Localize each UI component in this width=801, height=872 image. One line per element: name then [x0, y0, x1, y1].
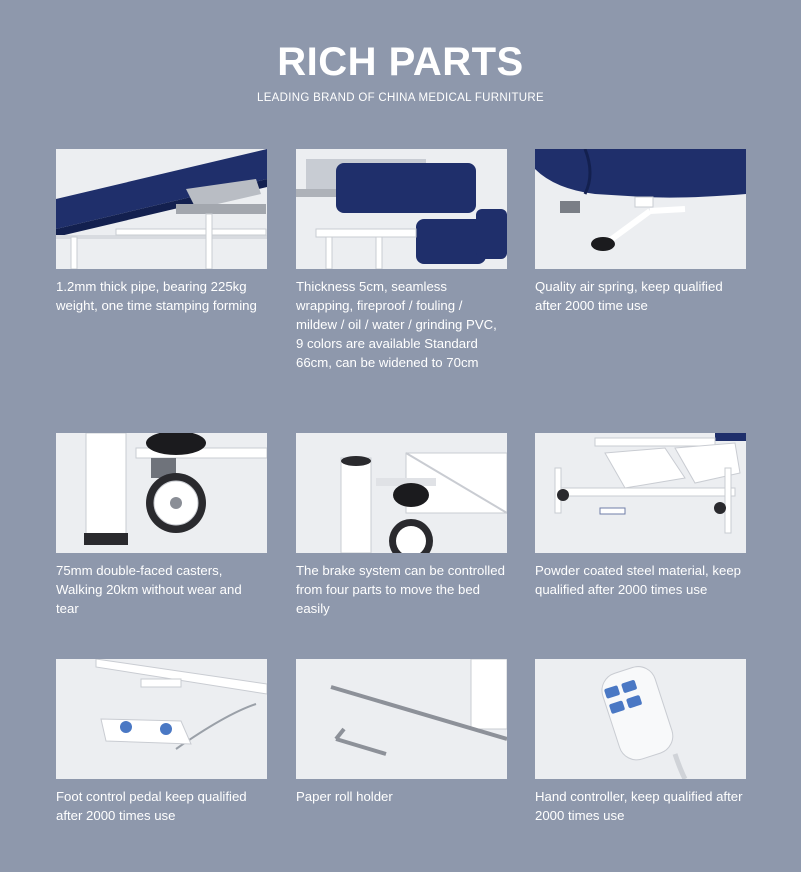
- feature-caption: Foot control pedal keep qualified after 2000 times use: [56, 789, 247, 823]
- feature-card-paper-roll: [296, 659, 507, 806]
- page-title: RICH PARTS: [277, 40, 524, 84]
- feature-caption: Quality air spring, keep qualified after 2000 time use: [535, 279, 723, 313]
- feature-caption: Paper roll holder: [296, 789, 393, 804]
- cushion-sections-image: [296, 149, 507, 269]
- feature-caption: 75mm double-faced casters, Walking 20km without wear and tear: [56, 563, 242, 616]
- feature-caption: Hand controller, keep qualified after 2000 times use: [535, 789, 743, 823]
- air-spring-image: [535, 149, 746, 269]
- feature-card-brake: [296, 433, 507, 618]
- caster-image: [56, 433, 267, 553]
- hand-controller-image: [535, 659, 746, 779]
- feature-caption: Powder coated steel material, keep qualified after 2000 times use: [535, 563, 741, 597]
- feature-card-cushion: [296, 149, 507, 372]
- paper-roll-holder-image: [296, 659, 507, 779]
- steel-base-image: [535, 433, 746, 553]
- feature-card-caster: [56, 433, 267, 618]
- feature-card-steel-base: [535, 433, 746, 599]
- feature-caption: The brake system can be controlled from four parts to move the bed easily: [296, 563, 505, 616]
- feature-card-pipe: [56, 149, 267, 315]
- steel-pipe-frame-image: [56, 149, 267, 269]
- page-subtitle: LEADING BRAND OF CHINA MEDICAL FURNITURE: [257, 92, 544, 104]
- foot-pedal-image: [56, 659, 267, 779]
- feature-card-air-spring: [535, 149, 746, 315]
- feature-caption: Thickness 5cm, seamless wrapping, fireproof / fouling / mildew / oil / water / grinding PVC, 9 colors are available Standard 66cm, can be widened to 70cm: [296, 279, 497, 370]
- brake-system-image: [296, 433, 507, 553]
- feature-caption: 1.2mm thick pipe, bearing 225kg weight, one time stamping forming: [56, 279, 257, 313]
- feature-card-hand-controller: [535, 659, 746, 825]
- feature-card-foot-pedal: [56, 659, 267, 825]
